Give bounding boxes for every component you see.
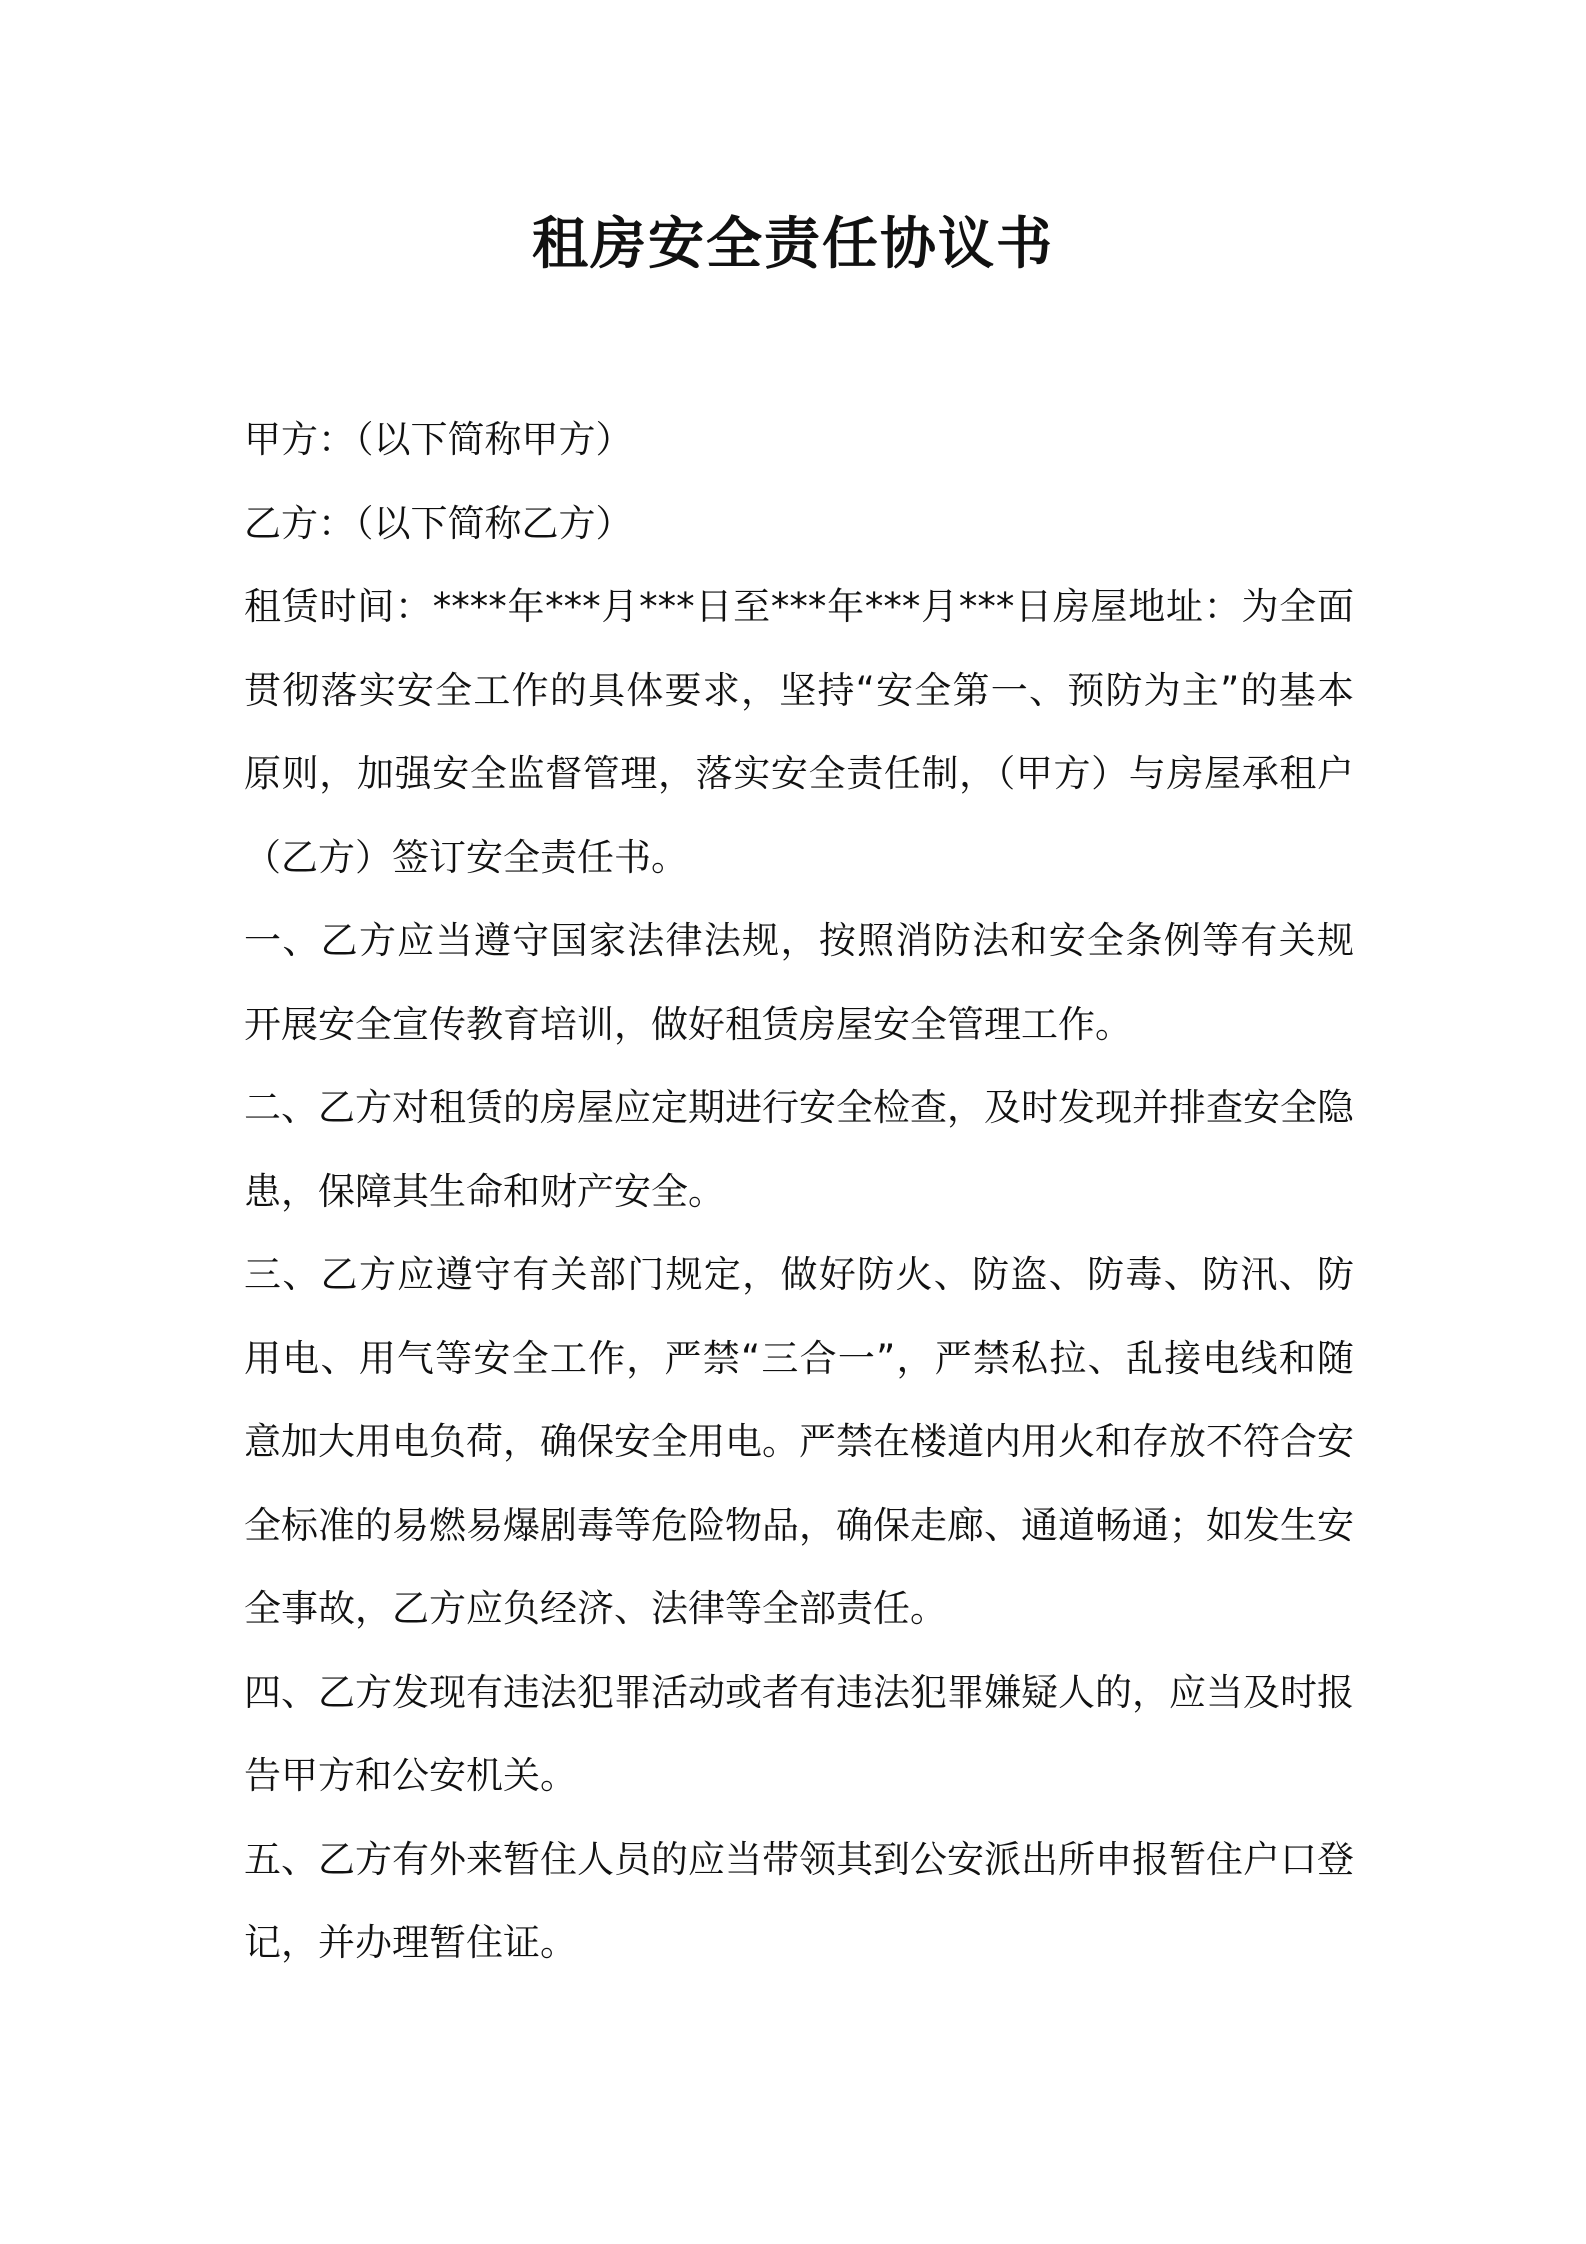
document-title: 租房安全责任协议书 <box>532 212 1054 277</box>
intro-line: 租赁时间：****年***月***日至***年***月***日房屋地址：为全面 <box>244 585 1354 628</box>
clause-line: 五、乙方有外来暂住人员的应当带领其到公安派出所申报暂住户口登 <box>244 1837 1354 1881</box>
intro-line: （乙方）签订安全责任书。 <box>244 835 688 879</box>
intro-paragraph <box>244 565 1354 899</box>
party-a-line: 甲方：（以下简称甲方） <box>244 418 633 461</box>
clause-1 <box>244 899 1354 1066</box>
clause-line: 全标准的易燃易爆剧毒等危险物品，确保走廊、通道畅通；如发生安 <box>244 1503 1354 1547</box>
document-body <box>244 398 1354 1985</box>
clause-line: 三、乙方应遵守有关部门规定，做好防火、防盗、防毒、防汛、防 <box>244 1253 1354 1296</box>
clause-line: 告甲方和公安机关。 <box>244 1754 577 1797</box>
clause-line: 记，并办理暂住证。 <box>244 1921 577 1964</box>
intro-line: 原则，加强安全监督管理，落实安全责任制，（甲方）与房屋承租户 <box>244 752 1354 795</box>
clause-line: 全事故，乙方应负经济、法律等全部责任。 <box>244 1587 947 1630</box>
clause-line: 开展安全宣传教育培训，做好租赁房屋安全管理工作。 <box>244 1002 1132 1046</box>
party-b-line: 乙方：（以下简称乙方） <box>244 501 633 545</box>
clause-line: 二、乙方对租赁的房屋应定期进行安全检查，及时发现并排查安全隐 <box>244 1086 1354 1129</box>
clause-line: 意加大用电负荷，确保安全用电。严禁在楼道内用火和存放不符合安 <box>244 1420 1354 1463</box>
clause-3 <box>244 1233 1354 1651</box>
clause-4 <box>244 1651 1354 1818</box>
clause-line: 四、乙方发现有违法犯罪活动或者有违法犯罪嫌疑人的，应当及时报 <box>244 1670 1354 1714</box>
clause-5 <box>244 1818 1354 1985</box>
clause-line: 用电、用气等安全工作，严禁“三合一”，严禁私拉、乱接电线和随 <box>244 1336 1354 1380</box>
clause-line: 一、乙方应当遵守国家法律法规，按照消防法和安全条例等有关规 <box>244 919 1354 962</box>
intro-line: 贯彻落实安全工作的具体要求，坚持“安全第一、预防为主”的基本 <box>244 668 1354 712</box>
clause-line: 患，保障其生命和财产安全。 <box>244 1169 725 1213</box>
clause-2 <box>244 1066 1354 1233</box>
